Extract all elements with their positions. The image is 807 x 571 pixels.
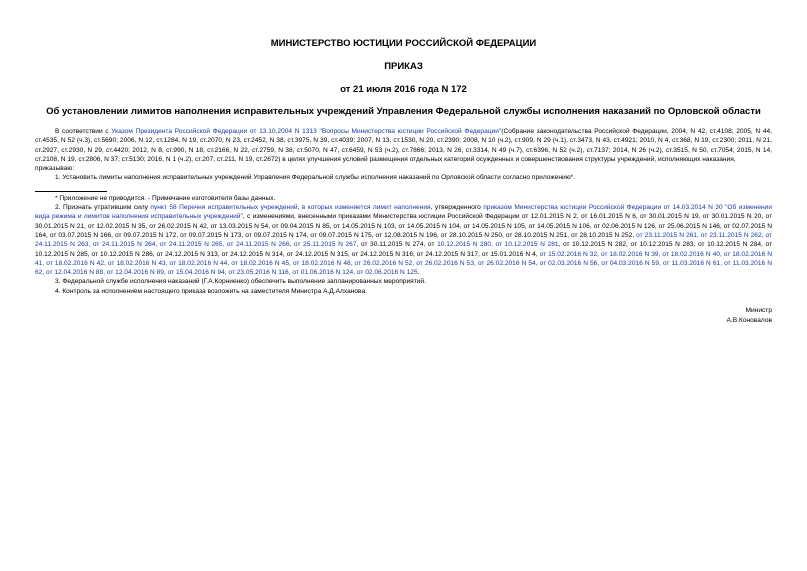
signature-block: [35, 306, 772, 325]
item-4: 4. Контроль за исполнением настоящего приказа возложить на заместителя Министра А.Д.Алханова.: [55, 287, 367, 295]
document-page: [35, 30, 772, 325]
signature-position: Министр: [745, 307, 772, 315]
item-3: 3. Федеральной службе исполнения наказаний (Г.А.Корниенко) обеспечить выполнение запланированных мероприятий.: [55, 278, 426, 286]
item-2-text-3: , с изменениями, внесенными приказами Министерства юстиции Российской Федерации от 12.01.2015 N 2, от 16.01.2015 N 6, от 30.01.2015 N 19, от 30.01.2015 N 20, от 30.01.2015 N 21, от 12.02.2015 N 35, от 26.02.2015 N 42, от 13.03.2015 N 54, от 09.04.2015 N 85, от 14.05.2015 N 103, от 14.05.2015 N 104, от 14.05.2015 N 105, от 14.05.2015 N 106, от 02.06.2015 N 126, от 25.06.2015 N 146, от 02.07.2015 N 164, от 03.07.2015 N 166, от 09.07.2015 N 172, от 09.07.2015 N 173, от 09.07.2015 N 174, от 09.07.2015 N 175, от 12.08.2015 N 196, от 28.10.2015 N 250, от 28.10.2015 N 251, от 28.10.2015 N 252,: [35, 213, 773, 239]
order-date-number: от 21 июля 2016 года N 172: [340, 84, 467, 95]
item-1: 1. Установить лимиты наполнения исправительных учреждений Управления Федеральной службы исполнения наказаний по Орловской области согласно приложению*.: [55, 174, 576, 182]
ministry-order-link[interactable]: приказом Министерства юстиции Российской Федерации от 14.03.2014 N 30 "Об изменении вида режима и лимитов наполнения исправительных учреждений": [35, 204, 772, 221]
order-title: Об установлении лимитов наполнения исправительных учреждений Управления Федеральной службы исполнения наказаний по Орловской области: [46, 106, 761, 117]
presidential-decree-link[interactable]: Указом Президента Российской Федерации от 13.10.2004 N 1313 "Вопросы Министерства юстиции Российской Федерации": [111, 128, 502, 135]
signature-name: А.В.Коновалов: [726, 316, 772, 324]
order-word: приказываю:: [35, 165, 75, 173]
item-2-text-5: , от 10.12.2015 N 282, от 10.12.2015 N 283, от 10.12.2015 N 284, от 10.12.2015 N 285, от 10.12.2015 N 286, от 24.12.2015 N 313, от 24.12.2015 N 314, от 24.12.2015 N 315, от 24.12.2015 N 316, от 24.12.2015 N 317, от 15.01.2016 N 4,: [35, 241, 772, 258]
preamble-text-1: В соответствии с: [55, 128, 112, 135]
item-2-text-1: 2. Признать утратившим силу: [55, 204, 151, 212]
ministry-heading: МИНИСТЕРСТВО ЮСТИЦИИ РОССИЙСКОЙ ФЕДЕРАЦИИ: [270, 38, 537, 49]
item-2-text-6: .: [417, 269, 420, 277]
footnote: * Приложение не приводится. - Примечание изготовителя базы данных.: [55, 194, 276, 202]
item-2-text-2: , утвержденного: [430, 204, 484, 212]
preamble-paragraph: [35, 127, 772, 164]
point-58-link[interactable]: пункт 58 Перечня исправительных учреждений, в которых изменяется лимит наполнения: [150, 204, 431, 212]
order-heading: ПРИКАЗ: [384, 61, 423, 72]
preamble-text-2: (Собрание законодательства Российской Федерации, 2004, N 42, ст.4108; 2005, N 44, ст.4535, N 52 (ч.3), ст.5690; 2006, N 12, ст.1284, N 19, ст.2070, N 23, ст.2452, N 38, ст.3975, N 39, ст.4039; 2007, N 13, ст.1530, N 20, ст.2390; 2008, N 10 (ч.2), ст.909, N 29 (ч.1), ст.3473, N 43, ст.4921; 2010, N 4, ст.368, N 19, ст.2300; 2011, N 21, ст.2927, ст.2930, N 29, ст.4420; 2012, N 8, ст.990, N 18, ст.2166, N 22, ст.2759, N 38, ст.5070, N 47, ст.6459, N 53 (ч.2), ст.7866; 2013, N 26, ст.3314, N 49 (ч.7), ст.6396, N 52 (ч.2), ст.7137; 2014, N 26 (ч.2), ст.3515, N 50, ст.7054; 2015, N 14, ст.2108, N 19, ст.2806, N 37, ст.5130; 2016, N 1 (ч.2), ст.207, ст.211, N 19, ст.2672) в целях улучшения условий размещения отдельных категорий осужденных и совершенствования структуры учреждений, исполняющих наказания,: [35, 128, 773, 163]
amendments-link-2016[interactable]: от 15.02.2016 N 32, от 18.02.2016 N 39, от 18.02.2016 N 40, от 18.02.2016 N 41, от 18.02.2016 N 42, от 18.02.2016 N 43, от 18.02.2016 N 44, от 18.02.2016 N 45, от 18.02.2016 N 46, от 26.02.2016 N 52, от 26.02.2016 N 53, от 26.02.2016 N 54, от 02.03.2016 N 56, от 04.03.2016 N 59, от 11.03.2016 N 61, от 11.03.2016 N 62, от 12.04.2016 N 88, от 12.04.2016 N 89, от 15.04.2016 N 94, от 23.05.2016 N 116, от 01.06.2016 N 124, от 02.06.2016 N 125: [35, 250, 772, 277]
amendments-link-december[interactable]: 10.12.2015 N 280, от 10.12.2015 N 281: [437, 241, 559, 249]
footnote-separator: [35, 191, 107, 192]
item-2: [35, 203, 772, 277]
item-2-text-4: , от 30.11.2015 N 274, от: [356, 241, 438, 249]
amendments-link-november[interactable]: от 23.11.2015 N 261, от 23.11.2015 N 262, от 24.11.2015 N 263, от 24.11.2015 N 264, от 24.11.2015 N 265, от 24.11.2015 N 266, от 25.11.2015 N 267: [35, 231, 773, 249]
